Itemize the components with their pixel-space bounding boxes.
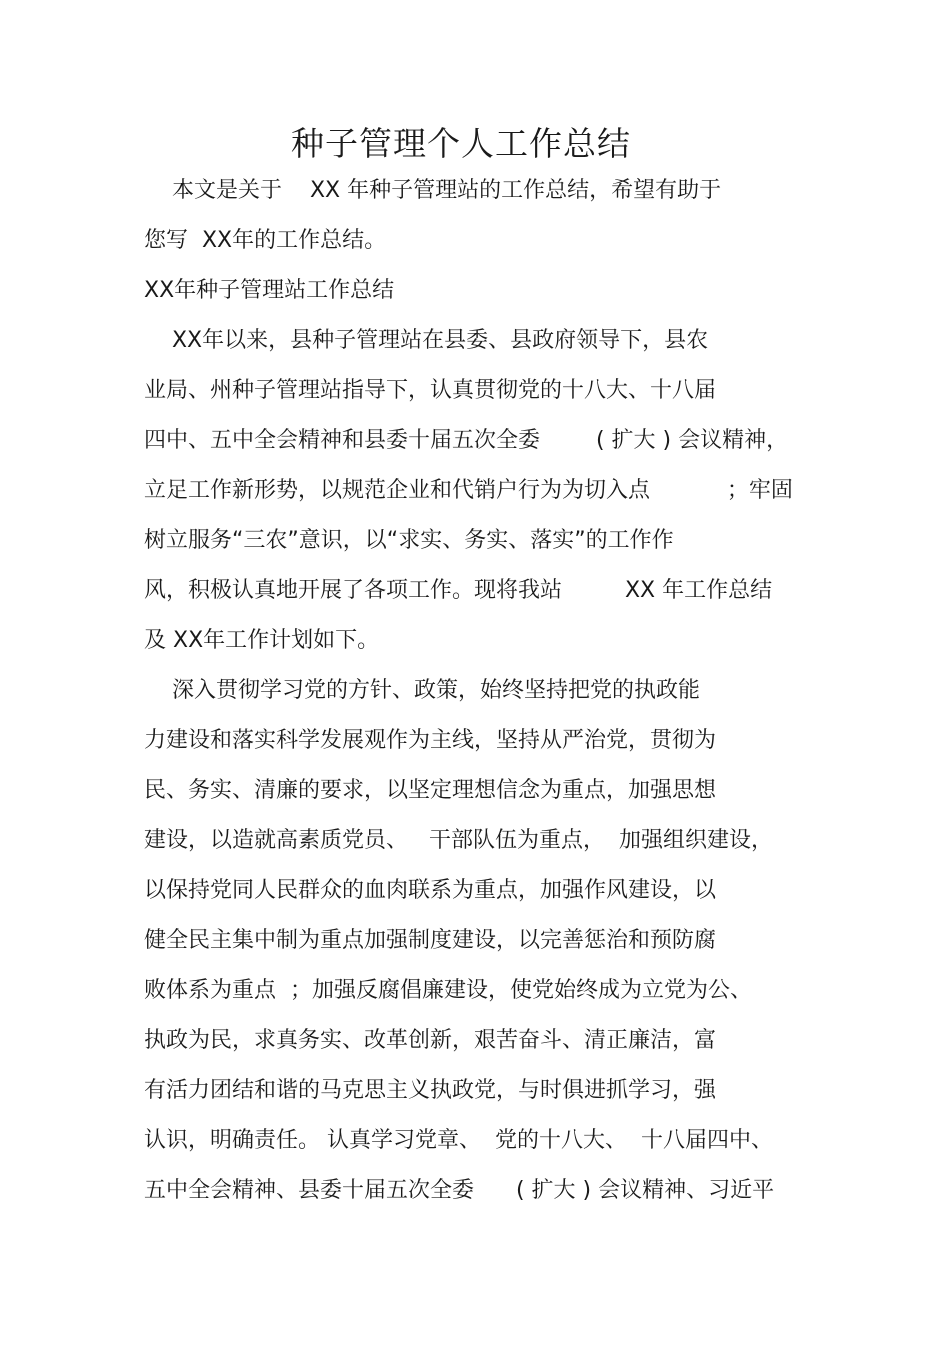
text-line: 及 XX年工作计划如下。 xyxy=(144,628,380,653)
text-line: 败体系为重点 ；加强反腐倡廉建设，使党始终成为立党为公、 xyxy=(144,978,752,1003)
text-line: 五中全会精神、县委十届五次全委 ( 扩大 ) 会议精神、习近平 xyxy=(144,1178,775,1203)
text-line: 力建设和落实科学发展观作为主线，坚持从严治党，贯彻为 xyxy=(144,728,717,753)
text-line: 立足工作新形势，以规范企业和代销户行为为切入点 ；牢固 xyxy=(144,478,793,503)
text-line: 认识，明确责任。 认真学习党章、 党的十八大、 十八届四中、 xyxy=(144,1128,773,1153)
document-title: 种子管理个人工作总结 xyxy=(291,124,631,163)
text-line: XX年以来，县种子管理站在县委、县政府领导下，县农 xyxy=(144,328,709,353)
text-line: 深入贯彻学习党的方针、政策，始终坚持把党的执政能 xyxy=(144,678,700,703)
text-line: 以保持党同人民群众的血肉联系为重点，加强作风建设，以 xyxy=(144,878,717,903)
text-line: 执政为民，求真务实、改革创新，艰苦奋斗、清正廉洁，富 xyxy=(144,1028,717,1053)
text-line: 您写 XX年的工作总结。 xyxy=(144,228,387,253)
text-line: 业局、州种子管理站指导下，认真贯彻党的十八大、十八届 xyxy=(144,378,717,403)
text-line: 建设，以造就高素质党员、 干部队伍为重点， 加强组织建设， xyxy=(144,828,773,853)
text-line: 民、务实、清廉的要求，以坚定理想信念为重点，加强思想 xyxy=(144,778,717,803)
text-line: 健全民主集中制为重点加强制度建设，以完善惩治和预防腐 xyxy=(144,928,717,953)
text-line: 本文是关于 XX 年种子管理站的工作总结，希望有助于 xyxy=(144,178,722,203)
text-line: 树立服务“三农”意识，以“求实、务实、落实”的工作作 xyxy=(144,528,674,553)
text-line: 四中、五中全会精神和县委十届五次全委 ( 扩大 ) 会议精神， xyxy=(144,428,789,453)
text-line: XX年种子管理站工作总结 xyxy=(144,278,395,303)
text-line: 风，积极认真地开展了各项工作。现将我站 XX 年工作总结 xyxy=(144,578,773,603)
text-line: 有活力团结和谐的马克思主义执政党，与时俱进抓学习，强 xyxy=(144,1078,717,1103)
